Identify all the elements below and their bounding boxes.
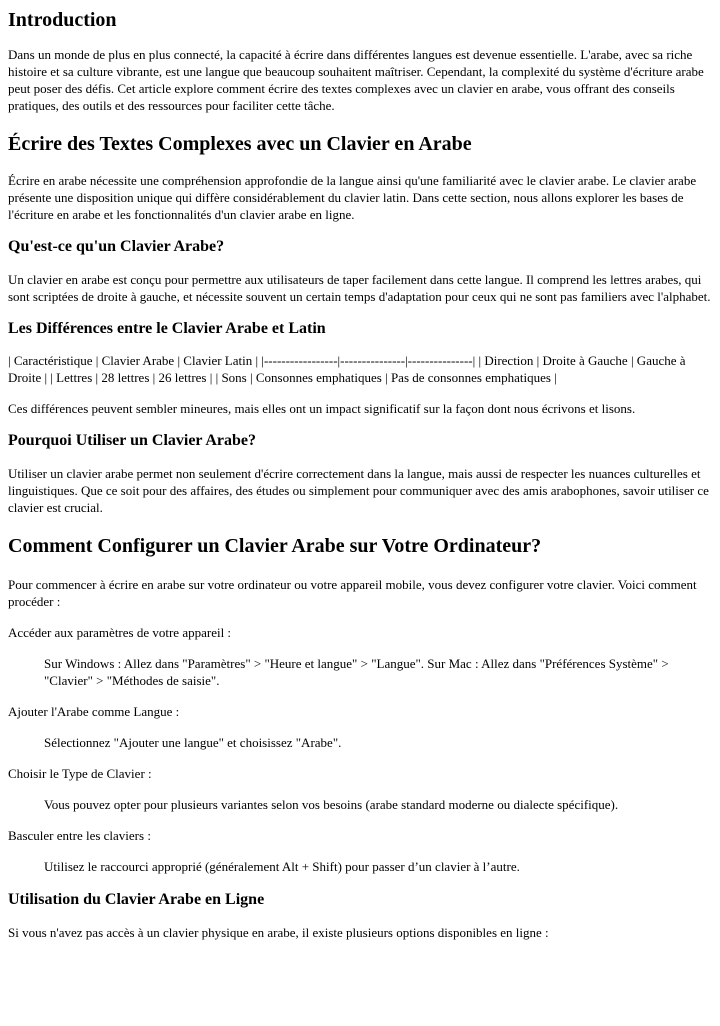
intro-heading: Introduction — [8, 9, 117, 31]
step-label: Accéder aux paramètres de votre appareil : — [8, 625, 232, 640]
config-paragraph: Pour commencer à écrire en arabe sur votre ordinateur ou votre appareil mobile, vous devez configurer votre clavier. Voici comment procéder : — [8, 577, 697, 609]
document-page — [0, 8, 720, 941]
quest-heading: Qu'est-ce qu'un Clavier Arabe? — [8, 238, 225, 255]
step-detail: Sélectionnez "Ajouter une langue" et choisissez "Arabe". — [44, 735, 342, 750]
quest-paragraph: Un clavier en arabe est conçu pour permettre aux utilisateurs de taper facilement dans cette langue. Il comprend les lettres arabes, qui sont scriptées de droite à gauche, et nécessite souvent un certain temps d'adaptation pour ceux qui ne sont pas familiers avec l'alphabet. — [8, 272, 711, 304]
diff-heading: Les Différences entre le Clavier Arabe et Latin — [8, 320, 326, 337]
ecrire-heading: Écrire des Textes Complexes avec un Clavier en Arabe — [8, 133, 472, 155]
step-detail: Sur Windows : Allez dans "Paramètres" > "Heure et langue" > "Langue". Sur Mac : Allez dans "Préférences Système" > "Clavier" > "Méthodes de saisie". — [44, 656, 669, 688]
pourquoi-paragraph: Utiliser un clavier arabe permet non seulement d'écrire correctement dans la langue, mais aussi de respecter les nuances culturelles et linguistiques. Que ce soit pour des affaires, des études ou simplement pour communiquer avec des amis arabophones, savoir utiliser ce clavier est crucial. — [8, 466, 709, 515]
ligne-heading: Utilisation du Clavier Arabe en Ligne — [8, 891, 265, 908]
step-label: Ajouter l'Arabe comme Langue : — [8, 704, 180, 719]
step-detail: Utilisez le raccourci approprié (généralement Alt + Shift) pour passer d’un clavier à l’autre. — [44, 859, 520, 874]
diff-note-paragraph: Ces différences peuvent sembler mineures, mais elles ont un impact significatif sur la façon dont nous écrivons et lisons. — [8, 401, 636, 416]
intro-paragraph: Dans un monde de plus en plus connecté, la capacité à écrire dans différentes langues est devenue essentielle. L'arabe, avec sa riche histoire et sa culture vibrante, est une langue que beaucoup souhaitent maîtriser. Cependant, la complexité du système d'écriture arabe peut poser des défis. Cet article explore comment écrire des textes complexes avec un clavier en arabe, vous offrant des conseils pratiques, des outils et des ressources pour faciliter cette tâche. — [8, 47, 704, 113]
ligne-paragraph: Si vous n'avez pas accès à un clavier physique en arabe, il existe plusieurs options disponibles en ligne : — [8, 925, 549, 940]
diff-table-text: | Caractéristique | Clavier Arabe | Clavier Latin | |-----------------|---------------|---------------| | Direction | Droite à Gauche | Gauche à Droite | | Lettres | 28 lettres | 26 lettres | | Sons | Consonnes emphatiques | Pas de consonnes emphatiques | — [8, 353, 686, 385]
pourquoi-heading: Pourquoi Utiliser un Clavier Arabe? — [8, 432, 257, 449]
step-label: Basculer entre les claviers : — [8, 828, 151, 843]
step-detail: Vous pouvez opter pour plusieurs variantes selon vos besoins (arabe standard moderne ou dialecte spécifique). — [44, 797, 619, 812]
step-label: Choisir le Type de Clavier : — [8, 766, 152, 781]
config-heading: Comment Configurer un Clavier Arabe sur Votre Ordinateur? — [8, 535, 542, 557]
ecrire-paragraph: Écrire en arabe nécessite une compréhension approfondie de la langue ainsi qu'une familiarité avec le clavier arabe. Le clavier arabe présente une disposition unique qui diffère considérablement du clavier latin. Dans cette section, nous allons explorer les bases de l'écriture en arabe et les fonctionnalités d'un clavier arabe en ligne. — [8, 173, 697, 222]
